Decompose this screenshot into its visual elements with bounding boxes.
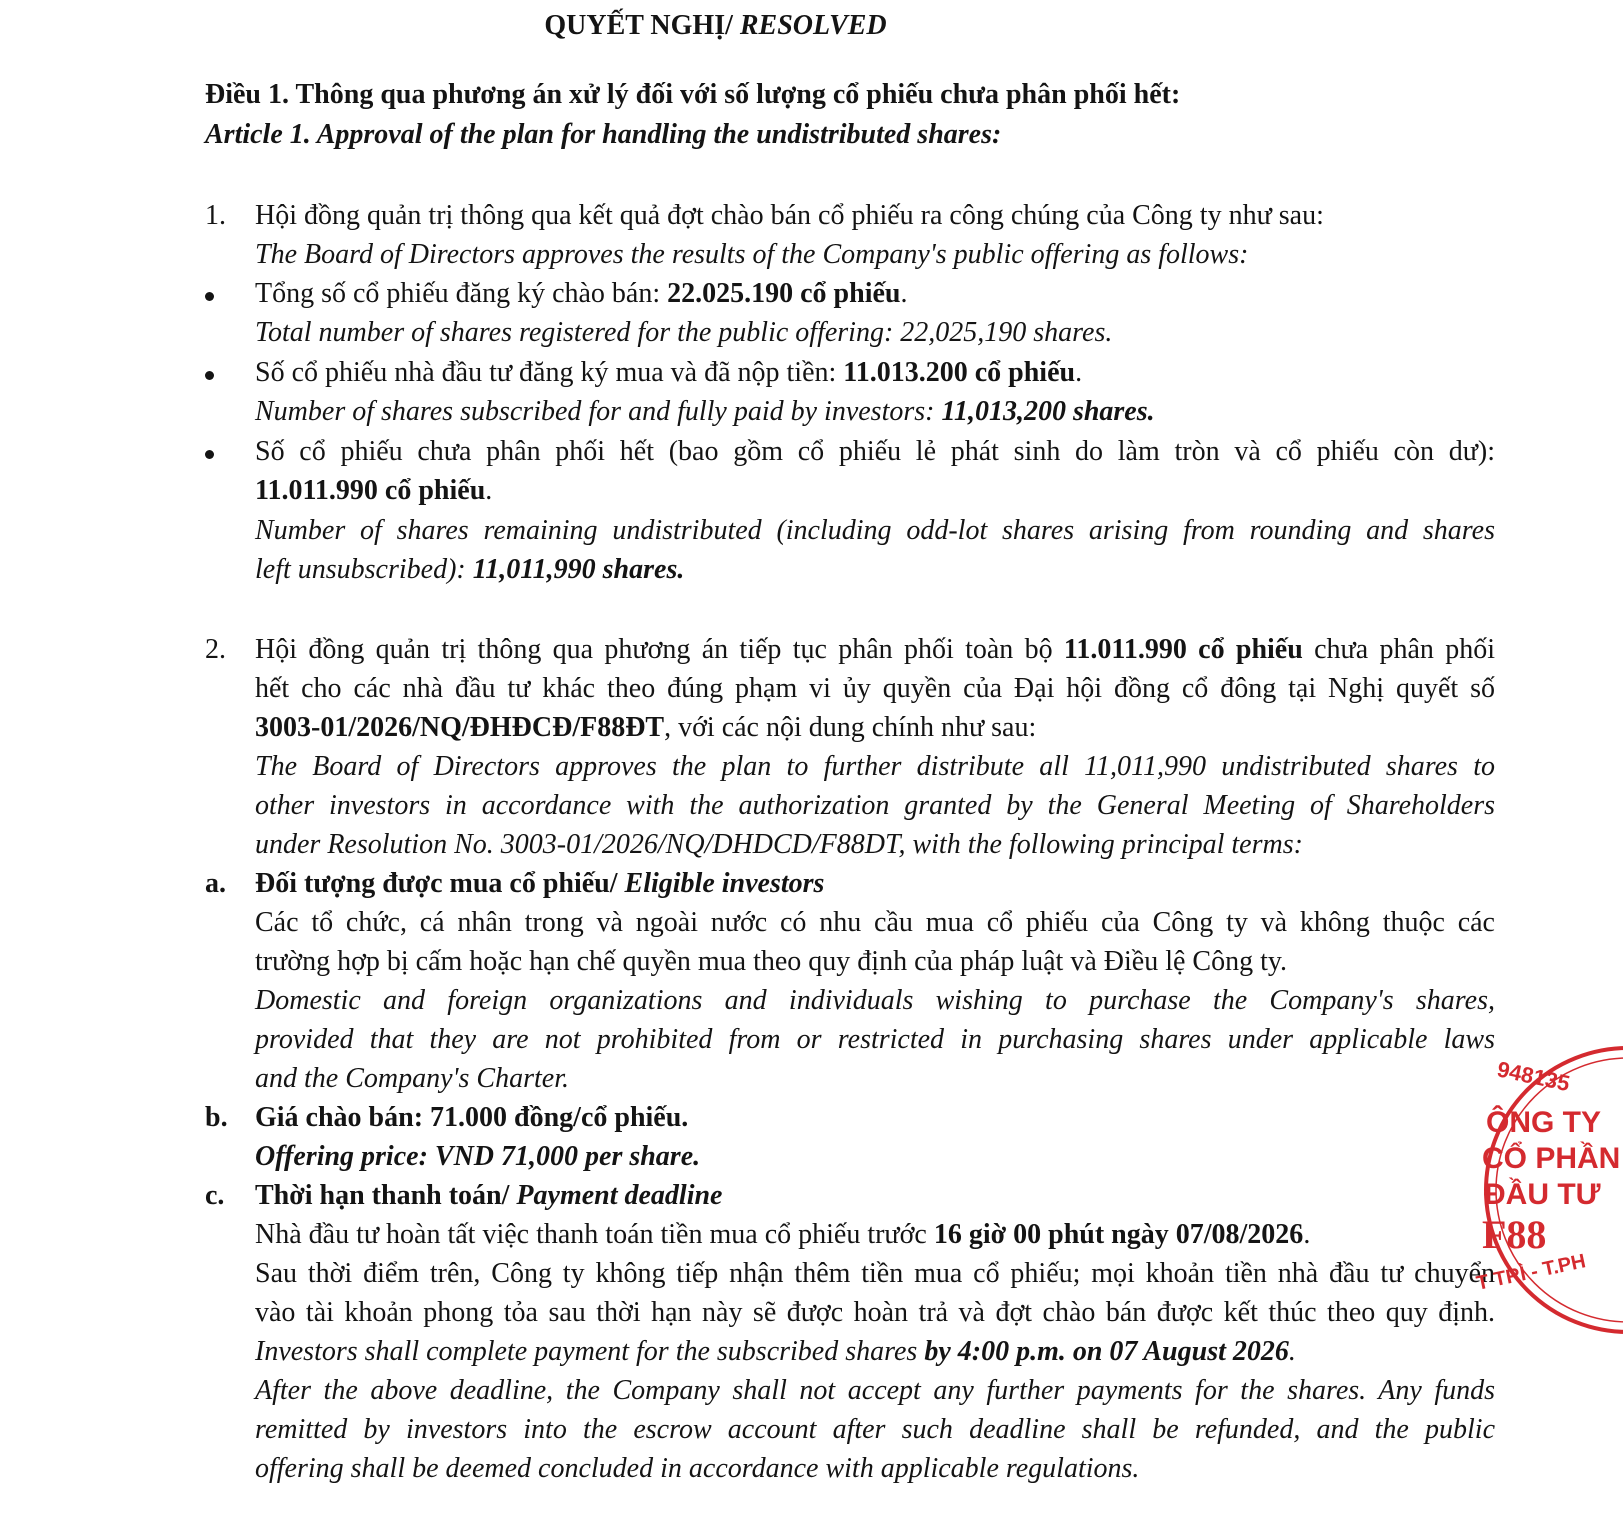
bullet1-vi-tail: . xyxy=(900,278,908,309)
sub-c-vi-1 xyxy=(255,1217,1310,1253)
item2-vi-1a: Hội đồng quản trị thông qua phương án tiếp tục phân phối toàn bộ xyxy=(255,634,1064,665)
payment-deadline-vi: 16 giờ 00 phút ngày 07/08/2026 xyxy=(933,1219,1304,1250)
bullet3-vi: Số cổ phiếu chưa phân phối hết (bao gồm cổ phiếu lẻ phát sinh do làm tròn và cổ phiếu còn dư): xyxy=(255,436,1495,467)
sub-a-en-1: Domestic and foreign organizations and individuals wishing to purchase the Company's shares, xyxy=(255,985,1495,1016)
sub-c-en-2: After the above deadline, the Company shall not accept any further payments for the shares. Any funds xyxy=(255,1375,1495,1406)
bullet2-en xyxy=(255,394,1155,430)
bullet2-vi xyxy=(255,355,1082,391)
company-seal xyxy=(1474,1040,1623,1340)
sub-c-en-4: offering shall be deemed concluded in accordance with applicable regulations. xyxy=(255,1453,1140,1484)
item2-en-2: other investors in accordance with the authorization granted by the General Meeting of Shareholders xyxy=(255,790,1495,821)
bullet1-en: Total number of shares registered for the public offering: 22,025,190 shares. xyxy=(255,317,1113,348)
item2-vi-1c: chưa phân phối xyxy=(1302,634,1495,665)
bullet2-vi-bold: 11.013.200 cổ phiếu xyxy=(843,357,1076,388)
item2-en-1: The Board of Directors approves the plan to further distribute all 11,011,990 undistributed shares to xyxy=(255,751,1495,782)
sub-c-en-1a: Investors shall complete payment for the subscribed shares xyxy=(255,1336,925,1367)
bullet1-vi xyxy=(255,276,907,312)
sub-c-marker: c. xyxy=(205,1180,225,1211)
sub-a-en-3: and the Company's Charter. xyxy=(255,1063,569,1094)
bullet3-en-2 xyxy=(255,552,684,588)
sub-c-title-en: Payment deadline xyxy=(516,1180,723,1211)
sub-c-en-3: remitted by investors into the escrow account after such deadline shall be refunded, and the public xyxy=(255,1414,1495,1445)
sub-a-title-vi: Đối tượng được mua cổ phiếu/ xyxy=(255,868,625,899)
bullet3-en-1: Number of shares remaining undistributed (including odd-lot shares arising from rounding and shares xyxy=(255,515,1495,546)
bullet-icon xyxy=(205,371,214,380)
sub-c-vi-1a: Nhà đầu tư hoàn tất việc thanh toán tiền mua cổ phiếu trước xyxy=(255,1219,934,1250)
item1-marker: 1. xyxy=(205,200,226,231)
sub-a-vi-1: Các tổ chức, cá nhân trong và ngoài nước có nhu cầu mua cổ phiếu của Công ty và không thuộc các xyxy=(255,907,1495,938)
sub-c-title xyxy=(255,1178,722,1214)
bullet-icon xyxy=(205,450,214,459)
sub-a-title xyxy=(255,866,824,902)
offering-price-en: Offering price: VND 71,000 per share. xyxy=(255,1141,701,1172)
seal-line1: ÔNG TY xyxy=(1486,1106,1602,1139)
sub-c-en-1 xyxy=(255,1334,1296,1370)
seal-line3: ĐẦU TƯ xyxy=(1484,1178,1601,1211)
sub-b-marker: b. xyxy=(205,1102,228,1133)
article1-title-en: Article 1. Approval of the plan for handling the undistributed shares: xyxy=(205,119,1002,150)
sub-c-en-1c: . xyxy=(1288,1336,1296,1367)
bullet3-vi-bold: 11.011.990 cổ phiếu xyxy=(255,475,486,506)
bullet2-en-bold: 11,013,200 shares. xyxy=(941,396,1155,427)
bullet3-vi-2 xyxy=(255,473,492,509)
bullet3-vi-tail: . xyxy=(485,475,493,506)
sub-c-title-vi: Thời hạn thanh toán/ xyxy=(255,1180,517,1211)
item2-vi-2: hết cho các nhà đầu tư khác theo đúng phạm vi ủy quyền của Đại hội đồng cổ đông tại Nghị quyết số xyxy=(255,673,1495,704)
item2-vi-1 xyxy=(255,632,1495,668)
sub-c-vi-2: Sau thời điểm trên, Công ty không tiếp nhận thêm tiền mua cổ phiếu; mọi khoản tiền nhà đầu tư chuyển xyxy=(255,1258,1495,1289)
item2-vi-3 xyxy=(255,710,1036,746)
item2-en-3: under Resolution No. 3003-01/2026/NQ/DHDCD/F88DT, with the following principal terms: xyxy=(255,829,1303,860)
page-title xyxy=(0,8,1431,44)
item2-marker: 2. xyxy=(205,634,226,665)
seal-line2: CỔ PHẦN xyxy=(1482,1142,1621,1175)
article1-title-vi: Điều 1. Thông qua phương án xử lý đối với số lượng cổ phiếu chưa phân phối hết: xyxy=(205,79,1181,110)
bullet1-vi-bold: 22.025.190 cổ phiếu xyxy=(667,278,901,309)
item1-en: The Board of Directors approves the results of the Company's public offering as follows: xyxy=(255,239,1249,270)
title-vi: QUYẾT NGHỊ/ xyxy=(544,10,740,41)
bullet-icon xyxy=(205,292,214,301)
item2-vi-3b: , với các nội dung chính như sau: xyxy=(664,712,1037,743)
bullet2-vi-tail: . xyxy=(1075,357,1083,388)
resolution-number: 3003-01/2026/NQ/ĐHĐCĐ/F88ĐT xyxy=(255,712,665,743)
sub-a-en-2: provided that they are not prohibited from or restricted in purchasing shares under applicable laws xyxy=(255,1024,1495,1055)
bullet3-en-bold: 11,011,990 shares. xyxy=(472,554,685,585)
payment-deadline-en: by 4:00 p.m. on 07 August 2026 xyxy=(924,1336,1289,1367)
sub-a-marker: a. xyxy=(205,868,226,899)
sub-c-vi-1c: . xyxy=(1303,1219,1311,1250)
sub-a-title-en: Eligible investors xyxy=(624,868,825,899)
offering-price-vi: Giá chào bán: 71.000 đồng/cổ phiếu. xyxy=(255,1102,689,1133)
sub-c-vi-3: vào tài khoản phong tỏa sau thời hạn này sẽ được hoàn trả và đợt chào bán được kết thúc theo quy định. xyxy=(255,1297,1495,1328)
bullet2-vi-text: Số cổ phiếu nhà đầu tư đăng ký mua và đã nộp tiền: xyxy=(255,357,844,388)
seal-number: 948135 xyxy=(1494,1056,1572,1097)
title-en: RESOLVED xyxy=(739,10,887,41)
sub-a-vi-2: trường hợp bị cấm hoặc hạn chế quyền mua theo quy định của pháp luật và Điều lệ Công ty. xyxy=(255,946,1288,977)
bullet2-en-text: Number of shares subscribed for and fully paid by investors: xyxy=(255,396,942,427)
bullet1-vi-text: Tổng số cổ phiếu đăng ký chào bán: xyxy=(255,278,668,309)
bullet3-en-text: left unsubscribed): xyxy=(255,554,473,585)
seal-bottom-text: T TRÌ - T.PH xyxy=(1474,1250,1588,1295)
item1-vi: Hội đồng quản trị thông qua kết quả đợt chào bán cổ phiếu ra công chúng của Công ty như sau: xyxy=(255,200,1324,231)
item2-vi-1b: 11.011.990 cổ phiếu xyxy=(1063,634,1303,665)
seal-brand: F88 xyxy=(1482,1212,1547,1257)
